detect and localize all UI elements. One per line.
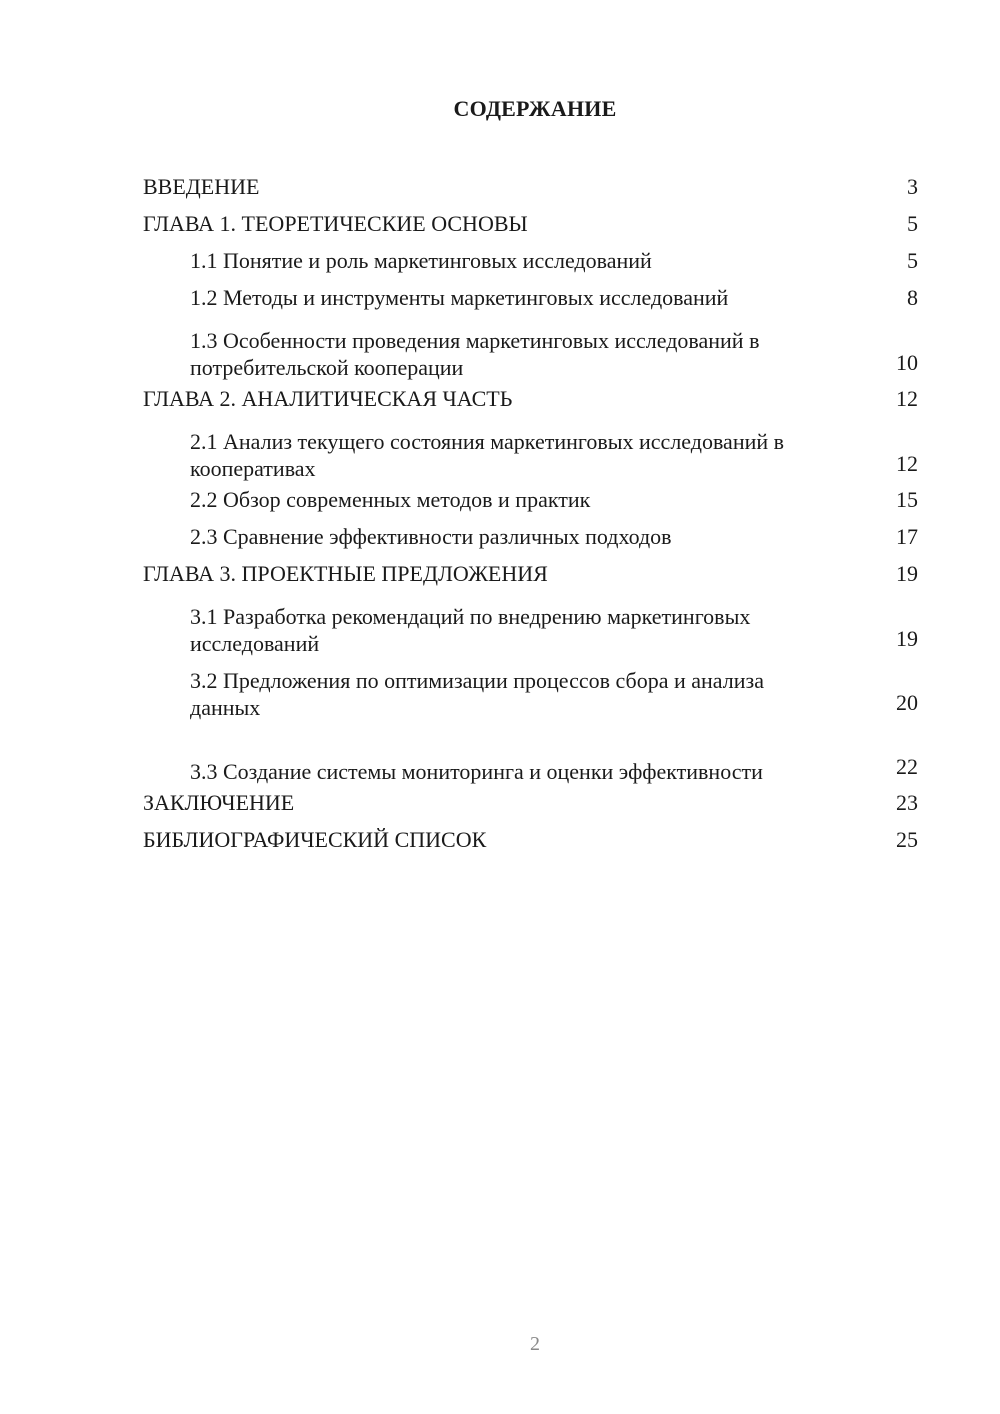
toc-entry-page: 3 [907,174,918,200]
toc-entry-text: ГЛАВА 2. АНАЛИТИЧЕСКАЯ ЧАСТЬ [143,386,513,412]
toc-entry-page: 22 [896,753,918,779]
toc-entry-text: 1.1 Понятие и роль маркетинговых исследований [190,248,652,274]
toc-entry-text: ВВЕДЕНИЕ [143,174,260,200]
toc-entry-chapter-3 [143,556,918,593]
toc-entry-text: 3.3 Создание системы мониторинга и оценки эффективности [190,758,763,784]
toc-entry-section-2-3 [143,519,918,556]
toc-entry-page: 19 [896,625,918,651]
toc-entry-introduction [143,169,918,206]
toc-entry-section-1-2 [143,280,918,317]
toc-entry-chapter-1 [143,206,918,243]
toc-entry-conclusion [143,785,918,822]
toc-entry-text: 2.1 Анализ текущего состояния маркетинговых исследований в кооперативах [190,429,785,481]
toc-entry-text: 3.1 Разработка рекомендаций по внедрению маркетинговых исследований [190,604,751,656]
toc-entry-chapter-2 [143,381,918,418]
toc-entry-page: 12 [896,386,918,412]
toc-title: СОДЕРЖАНИЕ [453,96,617,121]
toc-entry-section-1-1 [143,243,918,280]
toc-entry-page: 5 [907,211,918,237]
toc-entry-page: 10 [896,349,918,375]
toc-entry-section-2-2 [143,482,918,519]
toc-entry-section-3-1 [143,593,918,657]
toc-entry-section-3-3 [143,721,918,785]
toc-entry-text: ГЛАВА 3. ПРОЕКТНЫЕ ПРЕДЛОЖЕНИЯ [143,561,548,587]
toc-entry-section-3-2 [143,657,918,721]
toc-entry-section-2-1 [143,418,918,482]
toc-entry-text: ЗАКЛЮЧЕНИЕ [143,790,295,816]
toc-entry-page: 25 [896,827,918,853]
toc-entry-text: ГЛАВА 1. ТЕОРЕТИЧЕСКИЕ ОСНОВЫ [143,211,528,237]
toc-entry-bibliography [143,822,918,859]
toc-entry-text: 1.2 Методы и инструменты маркетинговых исследований [190,285,729,311]
toc-entry-page: 15 [896,487,918,513]
table-of-contents [143,169,918,859]
toc-entry-page: 23 [896,790,918,816]
page-number: 2 [530,1333,540,1355]
toc-entry-text: 2.3 Сравнение эффективности различных подходов [190,524,672,550]
toc-entry-page: 20 [896,689,918,715]
toc-entry-text: 1.3 Особенности проведения маркетинговых исследований в потребительской кооперации [190,328,760,380]
toc-entry-page: 17 [896,524,918,550]
toc-entry-text: 2.2 Обзор современных методов и практик [190,487,591,513]
toc-entry-page: 8 [907,285,918,311]
toc-entry-section-1-3 [143,317,918,381]
toc-entry-page: 12 [896,450,918,476]
toc-entry-text: БИБЛИОГРАФИЧЕСКИЙ СПИСОК [143,827,487,853]
toc-entry-page: 5 [907,248,918,274]
toc-entry-page: 19 [896,561,918,587]
toc-entry-text: 3.2 Предложения по оптимизации процессов сбора и анализа данных [190,668,764,720]
